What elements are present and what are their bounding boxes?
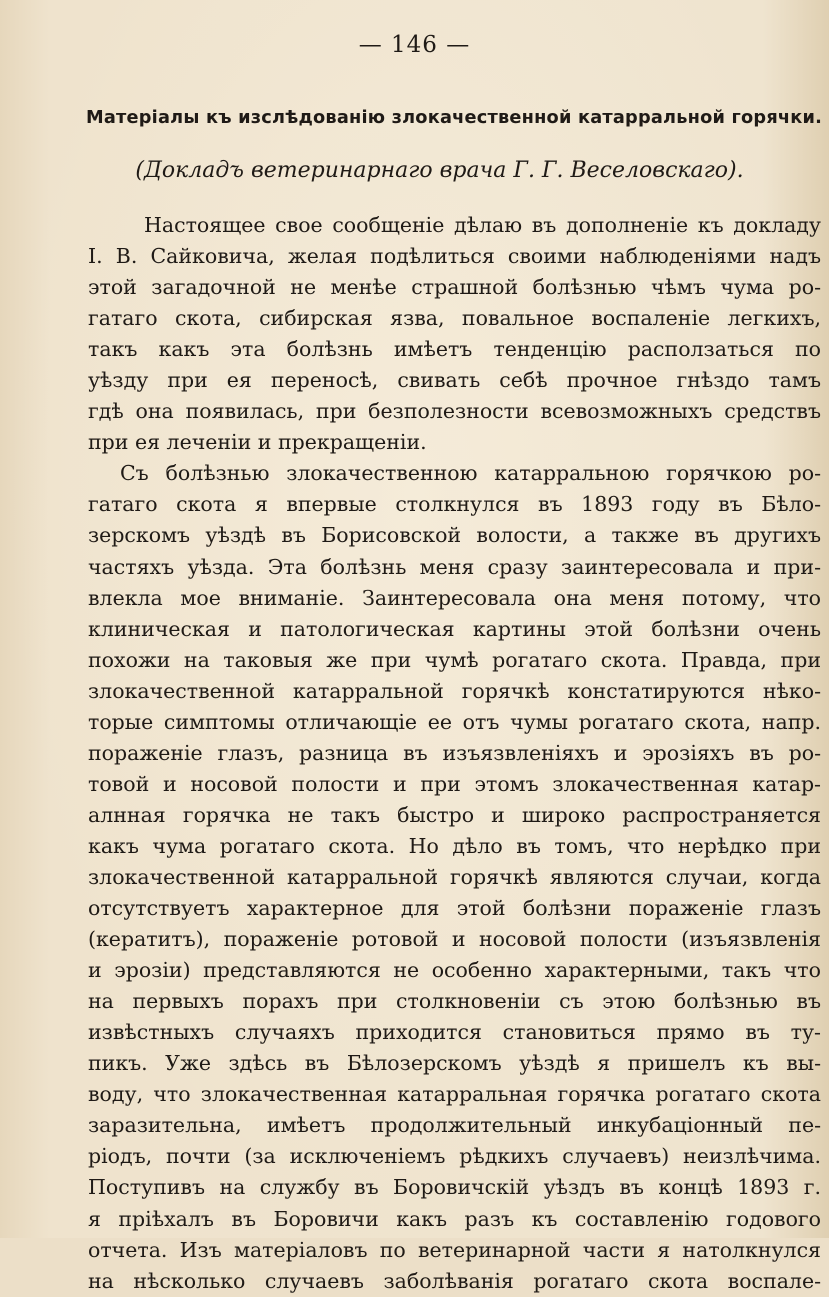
text-line: злокачественной катарральной горячкѣ констатируются нѣко- bbox=[88, 678, 821, 703]
article-title: Матеріалы къ изслѣдованію злокачественной катарральной горячки. bbox=[86, 108, 823, 128]
text-line: на первыхъ порахъ при столкновеніи съ этою болѣзнью въ bbox=[88, 989, 821, 1014]
text-line: и эрозіи) представляются не особенно характерными, такъ что bbox=[88, 958, 821, 983]
text-line: какъ чума рогатаго скота. Но дѣло въ томъ, что нерѣдко при bbox=[88, 833, 821, 858]
text-line: при ея леченіи и прекращеніи. bbox=[88, 430, 427, 455]
text-line: ріодъ, почти (за исключеніемъ рѣдкихъ случаевъ) неизлѣчима. bbox=[88, 1144, 821, 1169]
text-line: Настоящее свое сообщеніе дѣлаю въ дополненіе къ докладу bbox=[144, 213, 821, 237]
text-line: гдѣ она появилась, при безполезности всевозможныхъ средствъ bbox=[88, 399, 821, 424]
text-line: на нѣсколько случаевъ заболѣванія рогатаго скота воспале- bbox=[88, 1268, 821, 1293]
text-line: извѣстныхъ случаяхъ приходится становиться прямо въ ту- bbox=[88, 1020, 821, 1045]
page-number: — 146 — bbox=[358, 32, 471, 58]
body-text bbox=[88, 210, 821, 1297]
text-line: пикъ. Уже здѣсь въ Бѣлозерскомъ уѣздѣ я пришелъ къ вы- bbox=[88, 1051, 821, 1076]
text-line: торые симптомы отличающіе ее отъ чумы рогатаго скота, напр. bbox=[88, 709, 821, 734]
text-line: отчета. Изъ матеріаловъ по ветеринарной части я натолкнулся bbox=[88, 1237, 821, 1262]
text-line: этой загадочной не менѣе страшной болѣзнью чѣмъ чума ро- bbox=[88, 275, 821, 300]
text-line: клиническая и патологическая картины этой болѣзни очень bbox=[88, 616, 821, 641]
text-line: Поступивъ на службу въ Боровичскій уѣздъ въ концѣ 1893 г. bbox=[88, 1175, 821, 1200]
text-line: гатаго скота, сибирская язва, повальное воспаленіе легкихъ, bbox=[88, 306, 821, 331]
text-line: похожи на таковыя же при чумѣ рогатаго скота. Правда, при bbox=[88, 647, 821, 672]
text-line: такъ какъ эта болѣзнь имѣетъ тенденцію расползаться по bbox=[88, 337, 821, 362]
text-line: воду, что злокачественная катарральная горячка рогатаго скота bbox=[88, 1082, 821, 1107]
text-line: (кератитъ), пораженіе ротовой и носовой полости (изъязвленія bbox=[88, 927, 821, 952]
text-line: частяхъ уѣзда. Эта болѣзнь меня сразу заинтересовала и при- bbox=[88, 554, 821, 579]
text-line: влекла мое вниманіе. Заинтересовала она меня потому, что bbox=[88, 585, 821, 610]
text-line: злокачественной катарральной горячкѣ являются случаи, когда bbox=[88, 864, 821, 889]
text-line: отсутствуетъ характерное для этой болѣзни пораженіе глазъ bbox=[88, 896, 821, 921]
text-line: я пріѣхалъ въ Боровичи какъ разъ къ составленію годового bbox=[88, 1206, 821, 1231]
text-line: гатаго скота я впервые столкнулся въ 1893 году въ Бѣло- bbox=[88, 492, 821, 517]
text-line: Съ болѣзнью злокачественною катарральною горячкою ро- bbox=[120, 461, 821, 486]
text-line: I. В. Сайковича, желая подѣлиться своими наблюденіями надъ bbox=[88, 244, 821, 269]
text-line: зерскомъ уѣздѣ въ Борисовской волости, а также въ другихъ bbox=[88, 523, 821, 548]
text-line: заразительна, имѣетъ продолжительный инкубаціонный пе- bbox=[88, 1113, 821, 1138]
text-line: уѣзду при ея переносѣ, свивать себѣ прочное гнѣздо тамъ bbox=[88, 368, 821, 393]
text-line: товой и носовой полости и при этомъ злокачественная катар- bbox=[88, 771, 821, 796]
text-line: алнная горячка не такъ быстро и широко распространяется bbox=[88, 802, 821, 827]
text-line: пораженіе глазъ, разница въ изъязвленіяхъ и эрозіяхъ въ ро- bbox=[88, 740, 821, 765]
article-subtitle: (Докладъ ветеринарнаго врача Г. Г. Веселовскаго). bbox=[135, 158, 744, 183]
